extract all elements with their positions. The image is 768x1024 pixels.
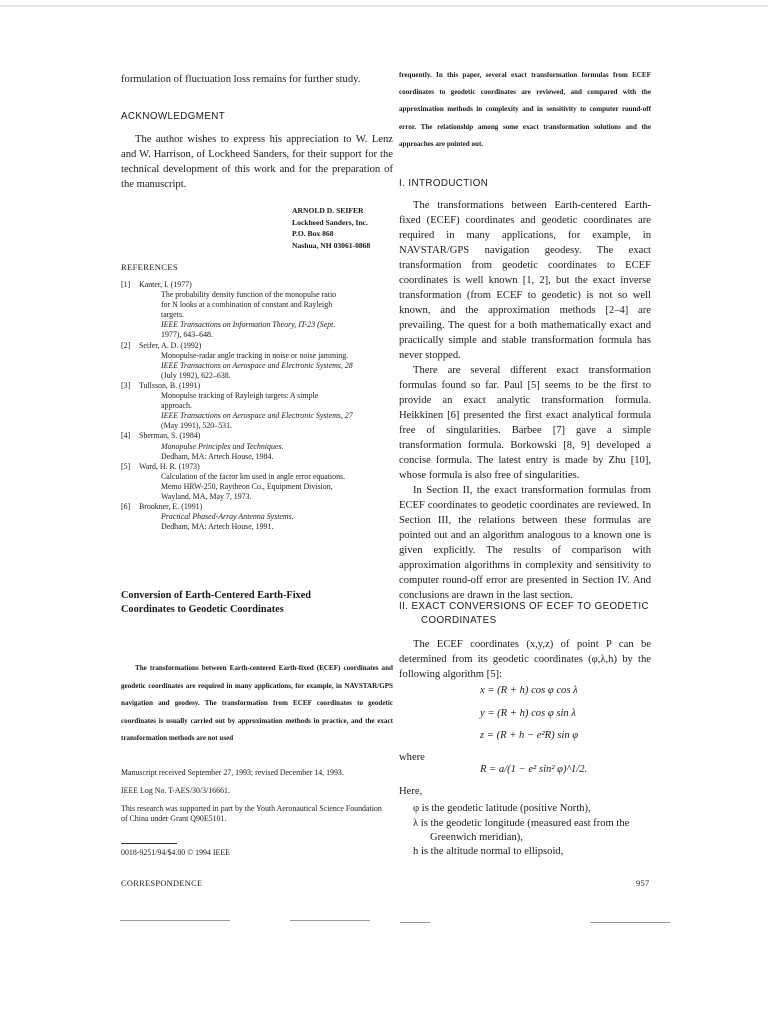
reference-publisher-line: Dedham, MA: Artech House, 1984. [161,451,274,461]
reference-author: Sherman, S. (1984) [139,431,201,441]
introduction-heading: I. INTRODUCTION [399,178,489,189]
reference-place-line: Wayland, MA, May 7, 1973. [161,491,252,501]
scan-artifact [290,920,370,921]
scan-artifact [120,920,230,921]
reference-number: [1] [121,280,131,289]
reference-publisher-line: Dedham, MA: Artech House, 1991. [161,522,274,532]
equation-x: x = (R + h) cos φ cos λ [480,685,578,696]
reference-pages-line: (May 1991), 520–531. [161,421,233,431]
copyright-line: 0018-9251/94/$4.00 © 1994 IEEE [121,848,231,857]
section-footer: CORRESPONDENCE [121,879,203,888]
reference-number: [4] [121,431,131,441]
reference-number: [2] [121,340,131,350]
references-list [121,280,393,532]
author-block [292,205,370,251]
section-two-heading-line: COORDINATES [421,615,497,626]
reference-number: [3] [121,380,131,390]
definition-altitude: h is the altitude normal to ellipsoid, [413,846,564,857]
abstract-right: frequently. In this paper, several exact transformation formulas from ECEF coordinates to geodetic coordinates are reviewed, and compared with the approximation methods in complexity and in sensitivity to computer round-off error. The relationship among some exact transformation solutions and the approaches are pointed out. [399,71,651,148]
references-heading: REFERENCES [121,262,178,272]
reference-author: Tullsson, B. (1991) [139,380,201,390]
reference-author: Kanter, I. (1977) [139,280,192,289]
definition-longitude: λ is the geodetic longitude (measured east from the [413,818,630,829]
reference-author: Seifer, A. D. (1992) [139,340,202,350]
reference-title-line: approach. [161,401,192,411]
acknowledgment-text: The author wishes to express his appreciation to W. Lenz and W. Harrison, of Lockheed Sanders, for their support for the technical development of this work and for the preparation of the manuscript. [121,134,393,190]
page-number: 957 [636,879,650,888]
section-two-paragraph: The ECEF coordinates (x,y,z) of point P can be determined from its geodetic coordinates (φ,λ,h) by the following algorithm [5]: [399,639,651,680]
reference-number: [6] [121,502,131,512]
introduction-body [399,198,651,603]
reference-item [121,462,393,502]
introduction-paragraph: The transformations between Earth-centered Earth-fixed (ECEF) coordinates and geodetic coordinates are required in many applications, for example, in NAVSTAR/GPS navigation geodesy. The exact transformation from geodetic coordinates to ECEF coordinates is well known [1, 2], but the exact inverse transformation (from ECEF to geodetic) is not so well known, and the approximation methods [2–4] are prevailing. The quest for a both mathematically exact and practically simple and stable transformation formula has never stopped. [399,200,651,361]
reference-pages-line: (July 1992), 622–638. [161,370,231,380]
reference-pages-line: 1977), 643–648. [161,330,213,340]
reference-title-line: Monopulse-radar angle tracking in noise or noise jamming. [161,350,349,360]
here-label: Here, [399,786,423,797]
reference-author: Brookner, E. (1991) [139,502,203,512]
introduction-paragraph: There are several different exact transformation formulas found so far. Paul [5] seems to be the first to provide an exact analytic transformation formula. Heikkinen [6] presented the first exact analytical formula free of singularities. Barbee [7] gave a simple transformation formula. Borkowski [8, 9] developed a concise formula. The latest entry is made by Zhu [10], whose formula is also free of singularities. [399,365,651,481]
reference-item [121,280,393,341]
section-two-heading-line: II. EXACT CONVERSIONS OF ECEF TO GEODETIC [399,601,649,612]
footnote-rule [121,843,177,844]
where-label: where [399,752,425,763]
scan-artifact [590,922,670,923]
reference-journal-line: IEEE Transactions on Information Theory, IT-23 (Sept. [161,320,336,330]
left-column [121,72,393,192]
reference-memo-line: Memo HRW-250, Raytheon Co., Equipment Division, [161,481,333,491]
log-number: IEEE Log No. T-AES/30/3/16661. [121,786,230,795]
section-two-heading [399,601,649,626]
reference-item [121,502,393,532]
reference-item [121,431,393,461]
reference-number: [5] [121,461,131,471]
acknowledgment-heading: ACKNOWLEDGMENT [121,111,226,122]
author-name: ARNOLD D. SEIFER [292,206,364,215]
reference-journal-line: IEEE Transactions on Aerospace and Electronic Systems, 28 [161,360,353,370]
reference-title-line: The probability density function of the monopulse ratio [161,290,337,300]
intro-tail-paragraph: formulation of fluctuation loss remains for further study. [121,74,361,85]
reference-title-line: for N looks at a combination of constant and Rayleigh [161,300,333,310]
equation-z: z = (R + h − e²R) sin φ [480,730,579,741]
introduction-paragraph: In Section II, the exact transformation formulas from ECEF coordinates to geodetic coordinates are reviewed. In Section III, the relations between these formulas are pointed out and an algorithm analogous to a known one is given explicitly. The results of comparison with approximation algorithms in complexity and sensitivity to computer round-off error are presented in Section IV. And conclusions are drawn in the last section. [399,485,651,601]
manuscript-note: Manuscript received September 27, 1993; revised December 14, 1993. [121,768,344,777]
abstract-left: The transformations between Earth-centered Earth-fixed (ECEF) coordinates and geodetic coordinates are required in many applications, for example, in NAVSTAR/GPS navigation and geodesy. The transformation from ECEF coordinates to geodetic coordinates is usually carried out by approximation methods in practice, and the exact transformation methods are not used [121,664,393,742]
reference-author: Ward, H. R. (1973) [139,461,200,471]
reference-title-line: Practical Phased-Array Antenna Systems. [161,512,294,522]
reference-title-line: Monopulse Principles and Techniques. [161,441,284,451]
reference-item [121,381,393,431]
paper-title-line: Coordinates to Geodetic Coordinates [121,603,284,615]
equation-r: R = a/(1 − e² sin² φ)^1/2. [480,764,588,775]
definition-latitude: φ is the geodetic latitude (positive North), [413,803,591,814]
paper-title-line: Conversion of Earth-Centered Earth-Fixed [121,590,311,601]
paper-title [121,589,393,616]
reference-title-line: Calculation of the factor km used in angle error equations. [161,471,346,481]
author-address: P.O. Box 868 [292,229,334,238]
author-city: Nashua, NH 03061-0868 [292,240,371,250]
reference-title-line: targets. [161,310,184,320]
author-affiliation: Lockheed Sanders, Inc. [292,217,368,227]
support-note: This research was supported in part by the Youth Aeronautical Science Foundation of China under Grant Q90E5101. [121,804,382,823]
reference-title-line: Monopulse tracking of Rayleigh targets: A simple [161,391,319,401]
equation-y: y = (R + h) cos φ sin λ [480,708,576,719]
definition-longitude-cont: Greenwich meridian), [430,832,523,843]
scan-artifact [400,922,430,923]
reference-journal-line: IEEE Transactions on Aerospace and Electronic Systems, 27 [161,411,353,421]
reference-item [121,341,393,381]
